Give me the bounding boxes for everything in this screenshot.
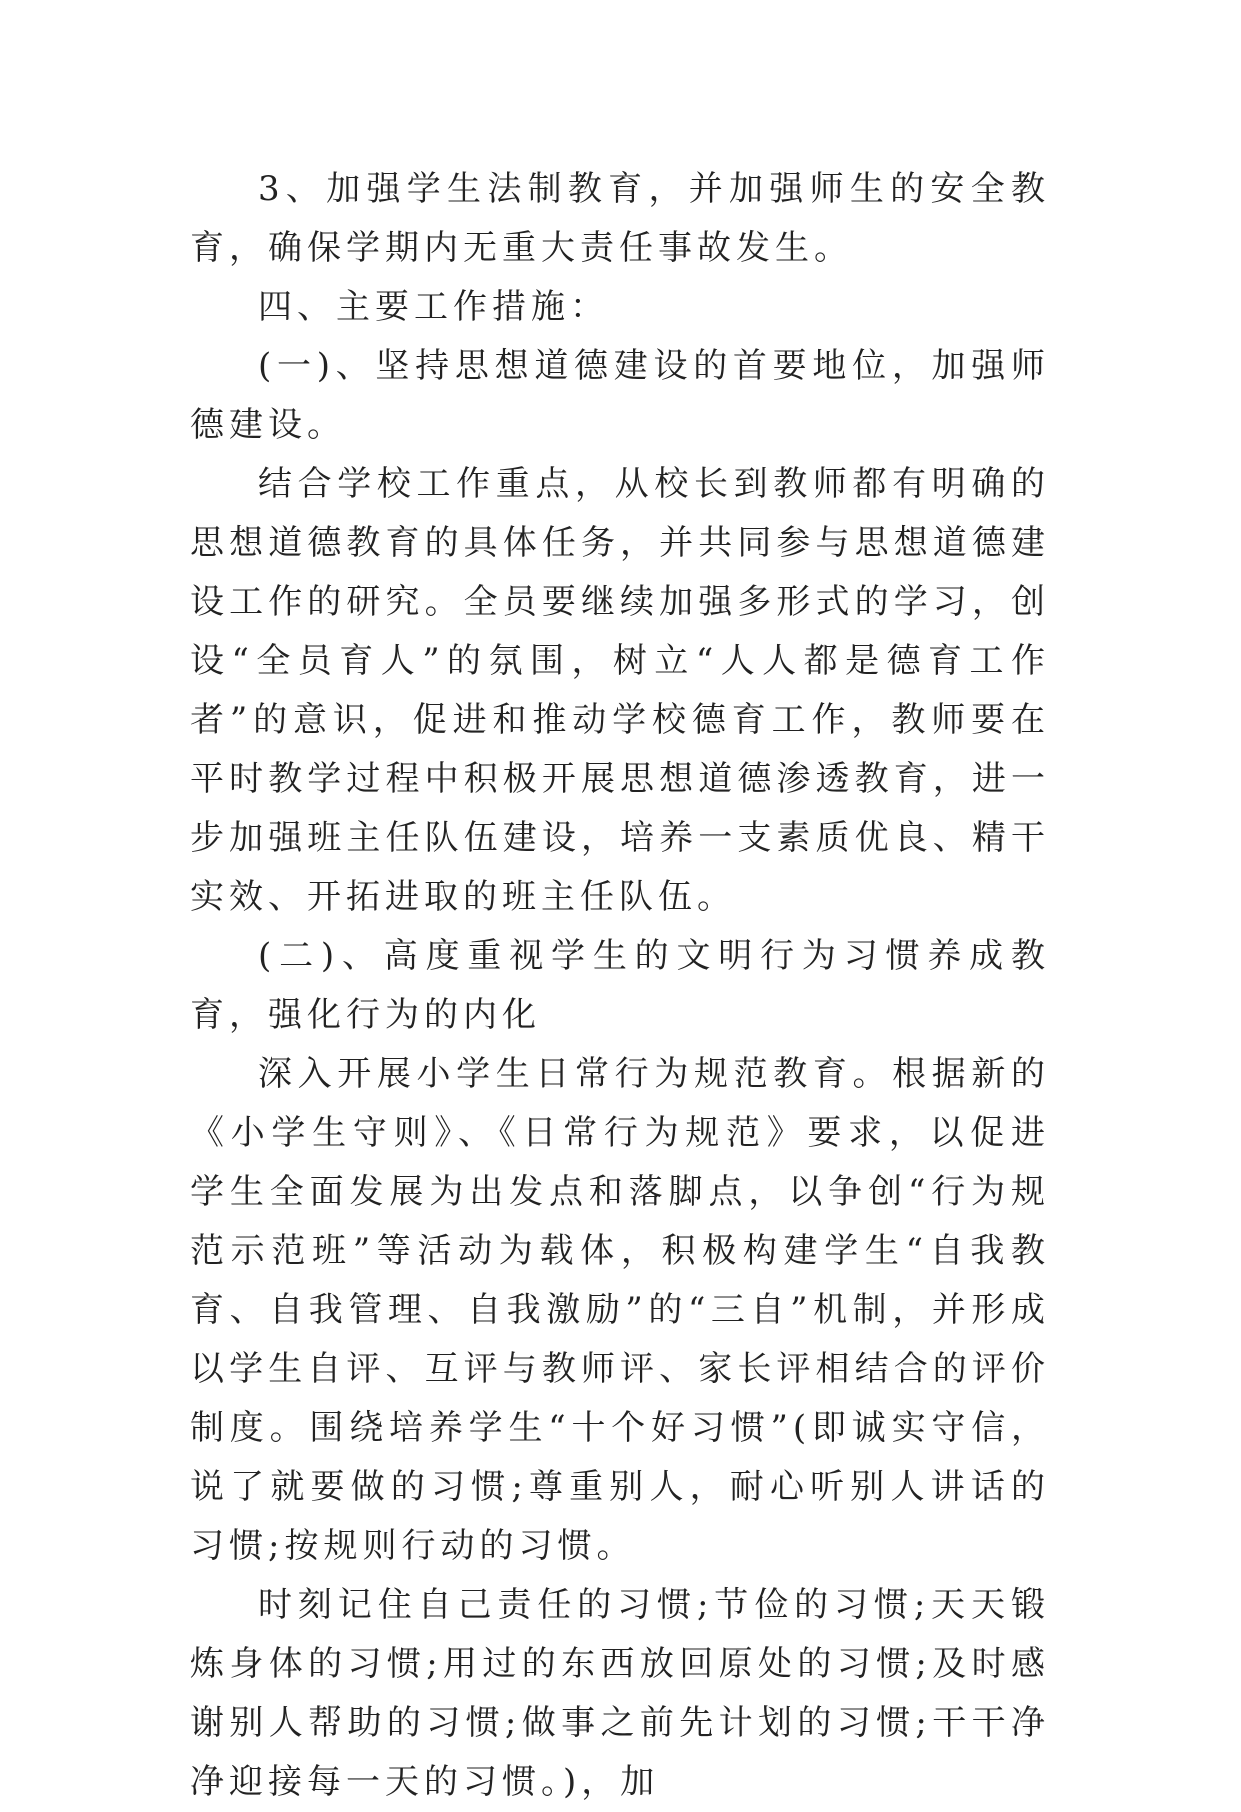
- heading-behavior-habits: (二)、高度重视学生的文明行为习惯养成教育，强化行为的内化: [190, 936, 1050, 1035]
- paragraph-behavior-norms: 深入开展小学生日常行为规范教育。根据新的《小学生守则》、《日常行为规范》要求，以促进学生全面发展为出发点和落脚点，以争创“行为规范示范班”等活动为载体，积极构建学生“自我教育、自我管理、自我激励”的“三自”机制，并形成以学生自评、互评与教师评、家长评相结合的评价制度。围绕培养学生“十个好习惯”(即诚实守信，说了就要做的习惯;尊重别人，耐心听别人讲话的习惯;按规则行动的习惯。: [190, 1054, 1050, 1566]
- paragraph-safety-education: 3、加强学生法制教育，并加强师生的安全教育，确保学期内无重大责任事故发生。: [190, 169, 1050, 268]
- paragraph-moral-education: 结合学校工作重点，从校长到教师都有明确的思想道德教育的具体任务，并共同参与思想道德建设工作的研究。全员要继续加强多形式的学习，创设“全员育人”的氛围，树立“人人都是德育工作者”的意识，促进和推动学校德育工作，教师要在平时教学过程中积极开展思想道德渗透教育，进一步加强班主任队伍建设，培养一支素质优良、精干实效、开拓进取的班主任队伍。: [190, 464, 1050, 917]
- heading-moral-construction: (一)、坚持思想道德建设的首要地位，加强师德建设。: [190, 346, 1050, 445]
- document-body: [190, 160, 1050, 1812]
- heading-main-measures: 四、主要工作措施：: [258, 287, 609, 327]
- paragraph-good-habits: 时刻记住自己责任的习惯;节俭的习惯;天天锻炼身体的习惯;用过的东西放回原处的习惯;及时感谢别人帮助的习惯;做事之前先计划的习惯;干干净净迎接每一天的习惯。)，加: [190, 1585, 1050, 1802]
